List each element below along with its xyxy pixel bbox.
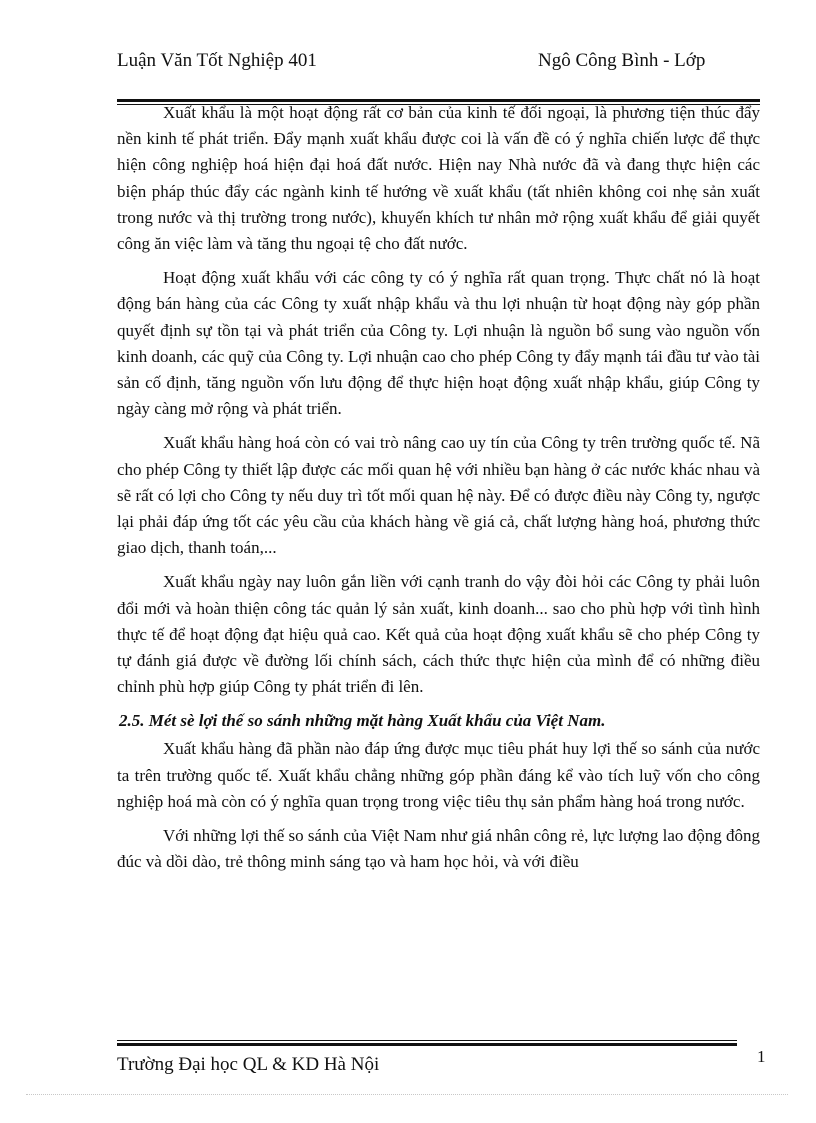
paragraph-5: Xuất khẩu hàng đã phần nào đáp ứng được mục tiêu phát huy lợi thế so sánh của nước ta trên trường quốc tế. Xuất khẩu chẳng những góp phần đáng kể vào tích luỹ vốn cho công nghiệp hoá mà còn có ý nghĩa quan trọng trong việc tiêu thụ sản phẩm hàng hoá trong nước. <box>117 739 760 811</box>
footer-rule-thick <box>117 1043 737 1046</box>
page-bottom-dotted-line <box>26 1094 788 1095</box>
paragraph-2: Hoạt động xuất khẩu với các công ty có ý nghĩa rất quan trọng. Thực chất nó là hoạt động bán hàng của các Công ty xuất nhập khẩu và thu lợi nhuận từ hoạt động này góp phần quyết định sự tồn tại và phát triển của Công ty. Lợi nhuận là nguồn bổ sung vào nguồn vốn kinh doanh, các quỹ của Công ty. Lợi nhuận cao cho phép Công ty đẩy mạnh tái đầu tư vào tài sản cố định, tăng nguồn vốn lưu động để thực hiện hoạt động xuất nhập khẩu, giúp Công ty ngày càng mở rộng và phát triển. <box>117 268 760 419</box>
page-body <box>117 100 760 883</box>
paragraph-4: Xuất khẩu ngày nay luôn gắn liền với cạnh tranh do vậy đòi hỏi các Công ty phải luôn đổi mới và hoàn thiện công tác quản lý sản xuất, kinh doanh... sao cho phù hợp với tình hình thực tế để hoạt động đạt hiệu quả cao. Kết quả của hoạt động xuất khẩu sẽ cho phép Công ty tự đánh giá được về đường lối chính sách, cách thức thực hiện của mình để có những điều chỉnh phù hợp giúp Công ty phát triển đi lên. <box>117 572 760 697</box>
paragraph-6: Với những lợi thế so sánh của Việt Nam như giá nhân công rẻ, lực lượng lao động đông đúc và dồi dào, trẻ thông minh sáng tạo và ham học hỏi, và với điều <box>117 826 760 872</box>
page-header <box>117 48 737 96</box>
footer-school: Trường Đại học QL & KD Hà Nội <box>117 1054 380 1075</box>
paragraph-1: Xuất khẩu là một hoạt động rất cơ bản của kinh tế đối ngoại, là phương tiện thúc đẩy nền kinh tế phát triển. Đẩy mạnh xuất khẩu được coi là vấn đề có ý nghĩa chiến lược để thực hiện công nghiệp hoá hiện đại hoá đất nước. Hiện nay Nhà nước đã và đang thực hiện các biện pháp thúc đẩy các ngành kinh tế hướng về xuất khẩu (tất nhiên không coi nhẹ sản xuất trong nước và thị trường trong nước), khuyến khích tư nhân mở rộng xuất khẩu để giải quyết công ăn việc làm và tăng thu ngoại tệ cho đất nước. <box>117 103 760 254</box>
section-heading: 2.5. Mét sè lợi thế so sánh những mặt hàng Xuất khẩu của Việt Nam. <box>119 711 606 731</box>
page-number: 1 <box>757 1047 766 1066</box>
paragraph-3: Xuất khẩu hàng hoá còn có vai trò nâng cao uy tín của Công ty trên trường quốc tế. Nã cho phép Công ty thiết lập được các mối quan hệ với nhiều bạn hàng ở các nước khác nhau và sẽ rất có lợi cho Công ty nếu duy trì tốt mối quan hệ này. Để có được điều này Công ty, ngược lại phải đáp ứng tốt các yêu cầu của khách hàng về giá cả, chất lượng hàng hoá, phương thức giao dịch, thanh toán,... <box>117 433 760 558</box>
footer-rule-thin <box>117 1040 737 1041</box>
header-thesis-title: Luận Văn Tốt Nghiệp 401 <box>117 50 317 71</box>
header-author: Ngô Công Bình - Lớp <box>538 50 706 71</box>
